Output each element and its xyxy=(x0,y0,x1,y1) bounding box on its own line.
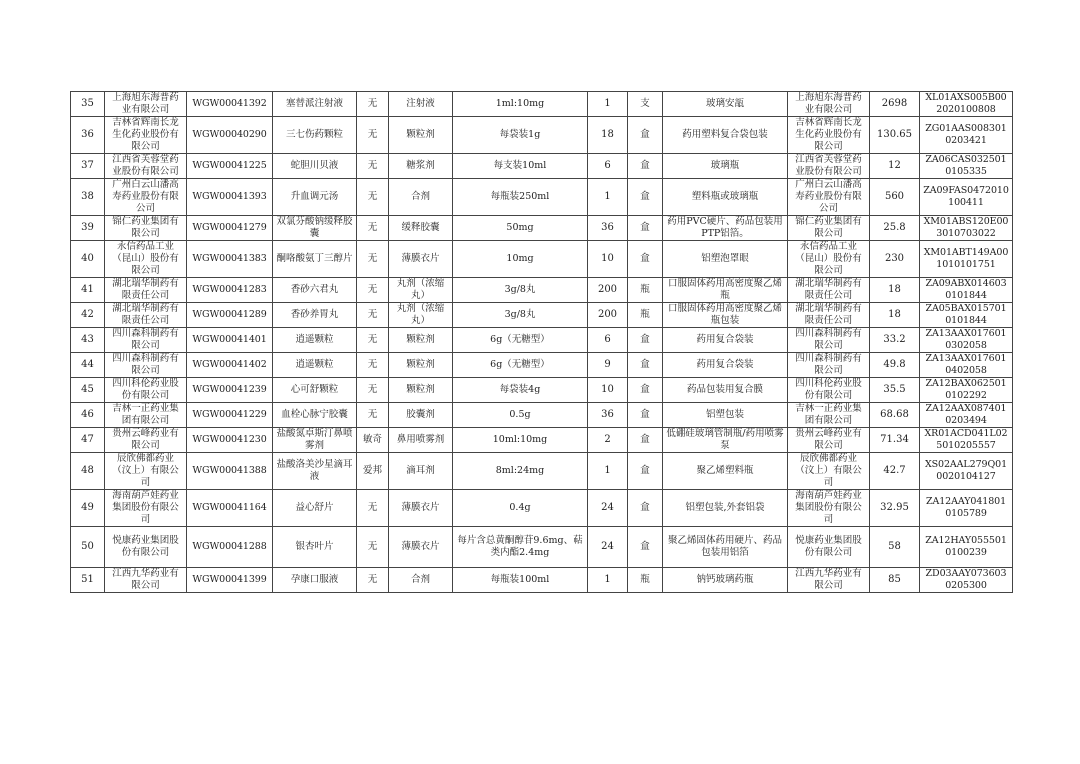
cell-package-quantity: 10 xyxy=(588,378,628,403)
cell-price: 230 xyxy=(870,241,920,278)
cell-packaging-material: 钠钙玻璃药瓶 xyxy=(663,568,788,593)
cell-dosage-form: 丸剂（浓缩丸） xyxy=(389,278,453,303)
cell-holder-company: 贵州云峰药业有限公司 xyxy=(105,428,187,453)
table-row xyxy=(71,216,1013,241)
cell-specification: 3g/8丸 xyxy=(453,303,588,328)
cell-unit: 盒 xyxy=(628,428,663,453)
cell-price: 560 xyxy=(870,179,920,216)
cell-approval-number: WGW00041401 xyxy=(187,328,273,353)
cell-dosage-form: 丸剂（浓缩丸） xyxy=(389,303,453,328)
cell-packaging-material: 药用复合袋装 xyxy=(663,328,788,353)
cell-unit: 盒 xyxy=(628,117,663,154)
cell-manufacturer: 四川森科制药有限公司 xyxy=(788,328,870,353)
cell-manufacturer: 湖北瑞华制药有限责任公司 xyxy=(788,303,870,328)
cell-unit: 盒 xyxy=(628,216,663,241)
cell-brand-name: 无 xyxy=(357,328,389,353)
cell-brand-name: 无 xyxy=(357,403,389,428)
cell-unit: 盒 xyxy=(628,241,663,278)
cell-drug-name: 心可舒颗粒 xyxy=(273,378,357,403)
cell-row-number: 46 xyxy=(71,403,105,428)
cell-unit: 盒 xyxy=(628,328,663,353)
cell-dosage-form: 合剂 xyxy=(389,568,453,593)
cell-package-quantity: 6 xyxy=(588,154,628,179)
cell-medicine-code: ZA09FAS0472010100411 xyxy=(920,179,1013,216)
cell-drug-name: 双氯芬酸钠缓释胶囊 xyxy=(273,216,357,241)
cell-brand-name: 无 xyxy=(357,117,389,154)
cell-drug-name: 蛇胆川贝液 xyxy=(273,154,357,179)
cell-brand-name: 无 xyxy=(357,303,389,328)
cell-drug-name: 香砂六君丸 xyxy=(273,278,357,303)
cell-packaging-material: 塑料瓶或玻璃瓶 xyxy=(663,179,788,216)
cell-row-number: 42 xyxy=(71,303,105,328)
cell-dosage-form: 注射液 xyxy=(389,92,453,117)
cell-unit: 盒 xyxy=(628,154,663,179)
cell-approval-number: WGW00041225 xyxy=(187,154,273,179)
cell-dosage-form: 合剂 xyxy=(389,179,453,216)
cell-packaging-material: 口服固体药用高密度聚乙烯瓶包装 xyxy=(663,303,788,328)
cell-package-quantity: 9 xyxy=(588,353,628,378)
cell-unit: 盒 xyxy=(628,490,663,527)
table-row xyxy=(71,527,1013,568)
cell-packaging-material: 铝塑包装 xyxy=(663,403,788,428)
table-row xyxy=(71,278,1013,303)
cell-manufacturer: 四川森科制药有限公司 xyxy=(788,353,870,378)
cell-medicine-code: XS02AAL279Q010020104127 xyxy=(920,453,1013,490)
cell-holder-company: 江西九华药业有限公司 xyxy=(105,568,187,593)
cell-price: 130.65 xyxy=(870,117,920,154)
cell-row-number: 37 xyxy=(71,154,105,179)
cell-specification: 1ml:10mg xyxy=(453,92,588,117)
cell-price: 25.8 xyxy=(870,216,920,241)
cell-approval-number: WGW00041388 xyxy=(187,453,273,490)
cell-approval-number: WGW00041392 xyxy=(187,92,273,117)
cell-dosage-form: 缓释胶囊 xyxy=(389,216,453,241)
cell-brand-name: 无 xyxy=(357,378,389,403)
cell-drug-name: 三七伤药颗粒 xyxy=(273,117,357,154)
cell-brand-name: 敏奇 xyxy=(357,428,389,453)
cell-dosage-form: 颗粒剂 xyxy=(389,328,453,353)
cell-row-number: 49 xyxy=(71,490,105,527)
cell-unit: 支 xyxy=(628,92,663,117)
cell-specification: 每片含总黄酮醇苷9.6mg、萜类内酯2.4mg xyxy=(453,527,588,568)
cell-unit: 瓶 xyxy=(628,303,663,328)
cell-holder-company: 悦康药业集团股份有限公司 xyxy=(105,527,187,568)
cell-packaging-material: 聚乙烯塑料瓶 xyxy=(663,453,788,490)
cell-package-quantity: 36 xyxy=(588,216,628,241)
cell-dosage-form: 胶囊剂 xyxy=(389,403,453,428)
cell-drug-name: 逍遥颗粒 xyxy=(273,328,357,353)
cell-medicine-code: ZA12HAY0555010100239 xyxy=(920,527,1013,568)
cell-approval-number: WGW00041279 xyxy=(187,216,273,241)
cell-medicine-code: ZA13AAX0176010302058 xyxy=(920,328,1013,353)
table-row xyxy=(71,428,1013,453)
cell-packaging-material: 玻璃瓶 xyxy=(663,154,788,179)
cell-unit: 盒 xyxy=(628,353,663,378)
cell-price: 71.34 xyxy=(870,428,920,453)
cell-medicine-code: ZG01AAS0083010203421 xyxy=(920,117,1013,154)
cell-row-number: 48 xyxy=(71,453,105,490)
cell-drug-name: 银杏叶片 xyxy=(273,527,357,568)
cell-row-number: 50 xyxy=(71,527,105,568)
cell-manufacturer: 贵州云峰药业有限公司 xyxy=(788,428,870,453)
cell-holder-company: 海南葫芦娃药业集团股份有限公司 xyxy=(105,490,187,527)
cell-brand-name: 无 xyxy=(357,527,389,568)
cell-packaging-material: 药用复合袋装 xyxy=(663,353,788,378)
cell-specification: 10ml:10mg xyxy=(453,428,588,453)
cell-specification: 6g（无糖型） xyxy=(453,328,588,353)
table-row xyxy=(71,117,1013,154)
cell-unit: 盒 xyxy=(628,453,663,490)
table-body xyxy=(71,92,1013,593)
cell-row-number: 45 xyxy=(71,378,105,403)
cell-packaging-material: 铝塑泡罩眼 xyxy=(663,241,788,278)
cell-medicine-code: ZA06CAS0325010105335 xyxy=(920,154,1013,179)
cell-unit: 瓶 xyxy=(628,278,663,303)
cell-drug-name: 塞替派注射液 xyxy=(273,92,357,117)
cell-packaging-material: 药用塑料复合袋包装 xyxy=(663,117,788,154)
cell-drug-name: 血栓心脉宁胶囊 xyxy=(273,403,357,428)
table-row xyxy=(71,241,1013,278)
cell-unit: 瓶 xyxy=(628,568,663,593)
cell-holder-company: 四川森科制药有限公司 xyxy=(105,328,187,353)
cell-medicine-code: ZA13AAX0176010402058 xyxy=(920,353,1013,378)
cell-package-quantity: 2 xyxy=(588,428,628,453)
cell-medicine-code: XM01ABT149A001010101751 xyxy=(920,241,1013,278)
cell-row-number: 40 xyxy=(71,241,105,278)
cell-brand-name: 无 xyxy=(357,278,389,303)
cell-drug-name: 逍遥颗粒 xyxy=(273,353,357,378)
cell-holder-company: 吉林一正药业集团有限公司 xyxy=(105,403,187,428)
cell-medicine-code: ZA12AAX0874010203494 xyxy=(920,403,1013,428)
cell-approval-number: WGW00040290 xyxy=(187,117,273,154)
cell-medicine-code: ZA09ABX0146030101844 xyxy=(920,278,1013,303)
cell-unit: 盒 xyxy=(628,378,663,403)
cell-brand-name: 无 xyxy=(357,568,389,593)
cell-unit: 盒 xyxy=(628,403,663,428)
cell-brand-name: 爱邦 xyxy=(357,453,389,490)
cell-packaging-material: 玻璃安瓿 xyxy=(663,92,788,117)
cell-package-quantity: 36 xyxy=(588,403,628,428)
cell-row-number: 35 xyxy=(71,92,105,117)
table-row xyxy=(71,403,1013,428)
cell-specification: 0.5g xyxy=(453,403,588,428)
cell-approval-number: WGW00041288 xyxy=(187,527,273,568)
cell-price: 33.2 xyxy=(870,328,920,353)
cell-manufacturer: 吉林一正药业集团有限公司 xyxy=(788,403,870,428)
table-row xyxy=(71,303,1013,328)
cell-medicine-code: XM01ABS120E003010703022 xyxy=(920,216,1013,241)
cell-package-quantity: 1 xyxy=(588,179,628,216)
cell-price: 42.7 xyxy=(870,453,920,490)
cell-holder-company: 湖北瑞华制药有限责任公司 xyxy=(105,303,187,328)
cell-brand-name: 无 xyxy=(357,353,389,378)
table-row xyxy=(71,154,1013,179)
cell-drug-name: 升血调元汤 xyxy=(273,179,357,216)
cell-approval-number: WGW00041230 xyxy=(187,428,273,453)
cell-medicine-code: ZA12AAY0418010105789 xyxy=(920,490,1013,527)
cell-dosage-form: 薄膜衣片 xyxy=(389,490,453,527)
cell-package-quantity: 1 xyxy=(588,92,628,117)
cell-manufacturer: 悦康药业集团股份有限公司 xyxy=(788,527,870,568)
cell-specification: 每瓶装250ml xyxy=(453,179,588,216)
cell-price: 68.68 xyxy=(870,403,920,428)
cell-holder-company: 广州白云山潘高寿药业股份有限公司 xyxy=(105,179,187,216)
cell-price: 2698 xyxy=(870,92,920,117)
cell-medicine-code: ZD03AAY0736030205300 xyxy=(920,568,1013,593)
cell-packaging-material: 药用PVC硬片、药品包装用PTP铝箔。 xyxy=(663,216,788,241)
table-row xyxy=(71,328,1013,353)
cell-manufacturer: 广州白云山潘高寿药业股份有限公司 xyxy=(788,179,870,216)
cell-manufacturer: 辰欣佛都药业（汶上）有限公司 xyxy=(788,453,870,490)
cell-packaging-material: 药品包装用复合膜 xyxy=(663,378,788,403)
cell-holder-company: 上海旭东海普药业有限公司 xyxy=(105,92,187,117)
cell-price: 18 xyxy=(870,278,920,303)
cell-holder-company: 锦仁药业集团有限公司 xyxy=(105,216,187,241)
cell-brand-name: 无 xyxy=(357,216,389,241)
cell-specification: 每袋装4g xyxy=(453,378,588,403)
cell-holder-company: 江西省芙蓉堂药业股份有限公司 xyxy=(105,154,187,179)
cell-package-quantity: 24 xyxy=(588,490,628,527)
cell-packaging-material: 低硼硅玻璃管制瓶/药用喷雾泵 xyxy=(663,428,788,453)
cell-dosage-form: 颗粒剂 xyxy=(389,117,453,154)
cell-medicine-code: XR01ACD041L025010205557 xyxy=(920,428,1013,453)
cell-price: 18 xyxy=(870,303,920,328)
cell-approval-number: WGW00041383 xyxy=(187,241,273,278)
table-row xyxy=(71,568,1013,593)
cell-package-quantity: 24 xyxy=(588,527,628,568)
cell-medicine-code: ZA12BAX0625010102292 xyxy=(920,378,1013,403)
cell-manufacturer: 锦仁药业集团有限公司 xyxy=(788,216,870,241)
cell-dosage-form: 薄膜衣片 xyxy=(389,241,453,278)
cell-holder-company: 四川科伦药业股份有限公司 xyxy=(105,378,187,403)
cell-dosage-form: 颗粒剂 xyxy=(389,353,453,378)
cell-brand-name: 无 xyxy=(357,92,389,117)
cell-package-quantity: 6 xyxy=(588,328,628,353)
cell-manufacturer: 永信药品工业（昆山）股份有限公司 xyxy=(788,241,870,278)
cell-row-number: 38 xyxy=(71,179,105,216)
cell-dosage-form: 糖浆剂 xyxy=(389,154,453,179)
cell-package-quantity: 200 xyxy=(588,278,628,303)
cell-row-number: 41 xyxy=(71,278,105,303)
cell-row-number: 47 xyxy=(71,428,105,453)
cell-approval-number: WGW00041239 xyxy=(187,378,273,403)
cell-specification: 每瓶装100ml xyxy=(453,568,588,593)
cell-holder-company: 永信药品工业（昆山）股份有限公司 xyxy=(105,241,187,278)
cell-row-number: 51 xyxy=(71,568,105,593)
cell-packaging-material: 聚乙烯固体药用硬片、药品包装用铝箔 xyxy=(663,527,788,568)
cell-brand-name: 无 xyxy=(357,241,389,278)
cell-packaging-material: 口服固体药用高密度聚乙烯瓶 xyxy=(663,278,788,303)
cell-holder-company: 辰欣佛都药业（汶上）有限公司 xyxy=(105,453,187,490)
cell-brand-name: 无 xyxy=(357,490,389,527)
cell-drug-name: 益心舒片 xyxy=(273,490,357,527)
cell-approval-number: WGW00041289 xyxy=(187,303,273,328)
cell-row-number: 44 xyxy=(71,353,105,378)
cell-manufacturer: 海南葫芦娃药业集团股份有限公司 xyxy=(788,490,870,527)
cell-specification: 50mg xyxy=(453,216,588,241)
cell-row-number: 43 xyxy=(71,328,105,353)
cell-medicine-code: ZA05BAX0157010101844 xyxy=(920,303,1013,328)
cell-manufacturer: 江西省芙蓉堂药业股份有限公司 xyxy=(788,154,870,179)
cell-specification: 3g/8丸 xyxy=(453,278,588,303)
cell-packaging-material: 铝塑包装,外套铝袋 xyxy=(663,490,788,527)
cell-drug-name: 酮咯酸氨丁三醇片 xyxy=(273,241,357,278)
cell-specification: 0.4g xyxy=(453,490,588,527)
cell-approval-number: WGW00041283 xyxy=(187,278,273,303)
cell-approval-number: WGW00041164 xyxy=(187,490,273,527)
cell-price: 58 xyxy=(870,527,920,568)
cell-approval-number: WGW00041402 xyxy=(187,353,273,378)
table-row xyxy=(71,490,1013,527)
cell-manufacturer: 江西九华药业有限公司 xyxy=(788,568,870,593)
cell-approval-number: WGW00041399 xyxy=(187,568,273,593)
cell-holder-company: 湖北瑞华制药有限责任公司 xyxy=(105,278,187,303)
cell-drug-name: 盐酸氮卓斯汀鼻喷雾剂 xyxy=(273,428,357,453)
cell-package-quantity: 1 xyxy=(588,453,628,490)
cell-specification: 8ml:24mg xyxy=(453,453,588,490)
cell-brand-name: 无 xyxy=(357,154,389,179)
cell-package-quantity: 10 xyxy=(588,241,628,278)
cell-price: 32.95 xyxy=(870,490,920,527)
cell-specification: 6g（无糖型） xyxy=(453,353,588,378)
cell-drug-name: 孕康口服液 xyxy=(273,568,357,593)
cell-manufacturer: 吉林省辉南长龙生化药业股份有限公司 xyxy=(788,117,870,154)
cell-unit: 盒 xyxy=(628,179,663,216)
cell-approval-number: WGW00041393 xyxy=(187,179,273,216)
table-row xyxy=(71,179,1013,216)
cell-manufacturer: 上海旭东海普药业有限公司 xyxy=(788,92,870,117)
cell-price: 35.5 xyxy=(870,378,920,403)
cell-manufacturer: 湖北瑞华制药有限责任公司 xyxy=(788,278,870,303)
cell-package-quantity: 18 xyxy=(588,117,628,154)
cell-manufacturer: 四川科伦药业股份有限公司 xyxy=(788,378,870,403)
cell-medicine-code: XL01AXS005B002020100808 xyxy=(920,92,1013,117)
cell-brand-name: 无 xyxy=(357,179,389,216)
cell-package-quantity: 1 xyxy=(588,568,628,593)
cell-approval-number: WGW00041229 xyxy=(187,403,273,428)
cell-dosage-form: 薄膜衣片 xyxy=(389,527,453,568)
cell-row-number: 36 xyxy=(71,117,105,154)
cell-holder-company: 四川森科制药有限公司 xyxy=(105,353,187,378)
table-row xyxy=(71,453,1013,490)
cell-row-number: 39 xyxy=(71,216,105,241)
cell-specification: 每支装10ml xyxy=(453,154,588,179)
cell-dosage-form: 鼻用喷雾剂 xyxy=(389,428,453,453)
cell-dosage-form: 滴耳剂 xyxy=(389,453,453,490)
drug-table xyxy=(70,91,1013,593)
cell-holder-company: 吉林省辉南长龙生化药业股份有限公司 xyxy=(105,117,187,154)
cell-price: 12 xyxy=(870,154,920,179)
cell-price: 49.8 xyxy=(870,353,920,378)
cell-specification: 10mg xyxy=(453,241,588,278)
cell-unit: 盒 xyxy=(628,527,663,568)
cell-package-quantity: 200 xyxy=(588,303,628,328)
cell-price: 85 xyxy=(870,568,920,593)
cell-specification: 每袋装1g xyxy=(453,117,588,154)
cell-drug-name: 香砂养胃丸 xyxy=(273,303,357,328)
table-row xyxy=(71,353,1013,378)
cell-drug-name: 盐酸洛美沙星滴耳液 xyxy=(273,453,357,490)
table-row xyxy=(71,378,1013,403)
cell-dosage-form: 颗粒剂 xyxy=(389,378,453,403)
table-row xyxy=(71,92,1013,117)
